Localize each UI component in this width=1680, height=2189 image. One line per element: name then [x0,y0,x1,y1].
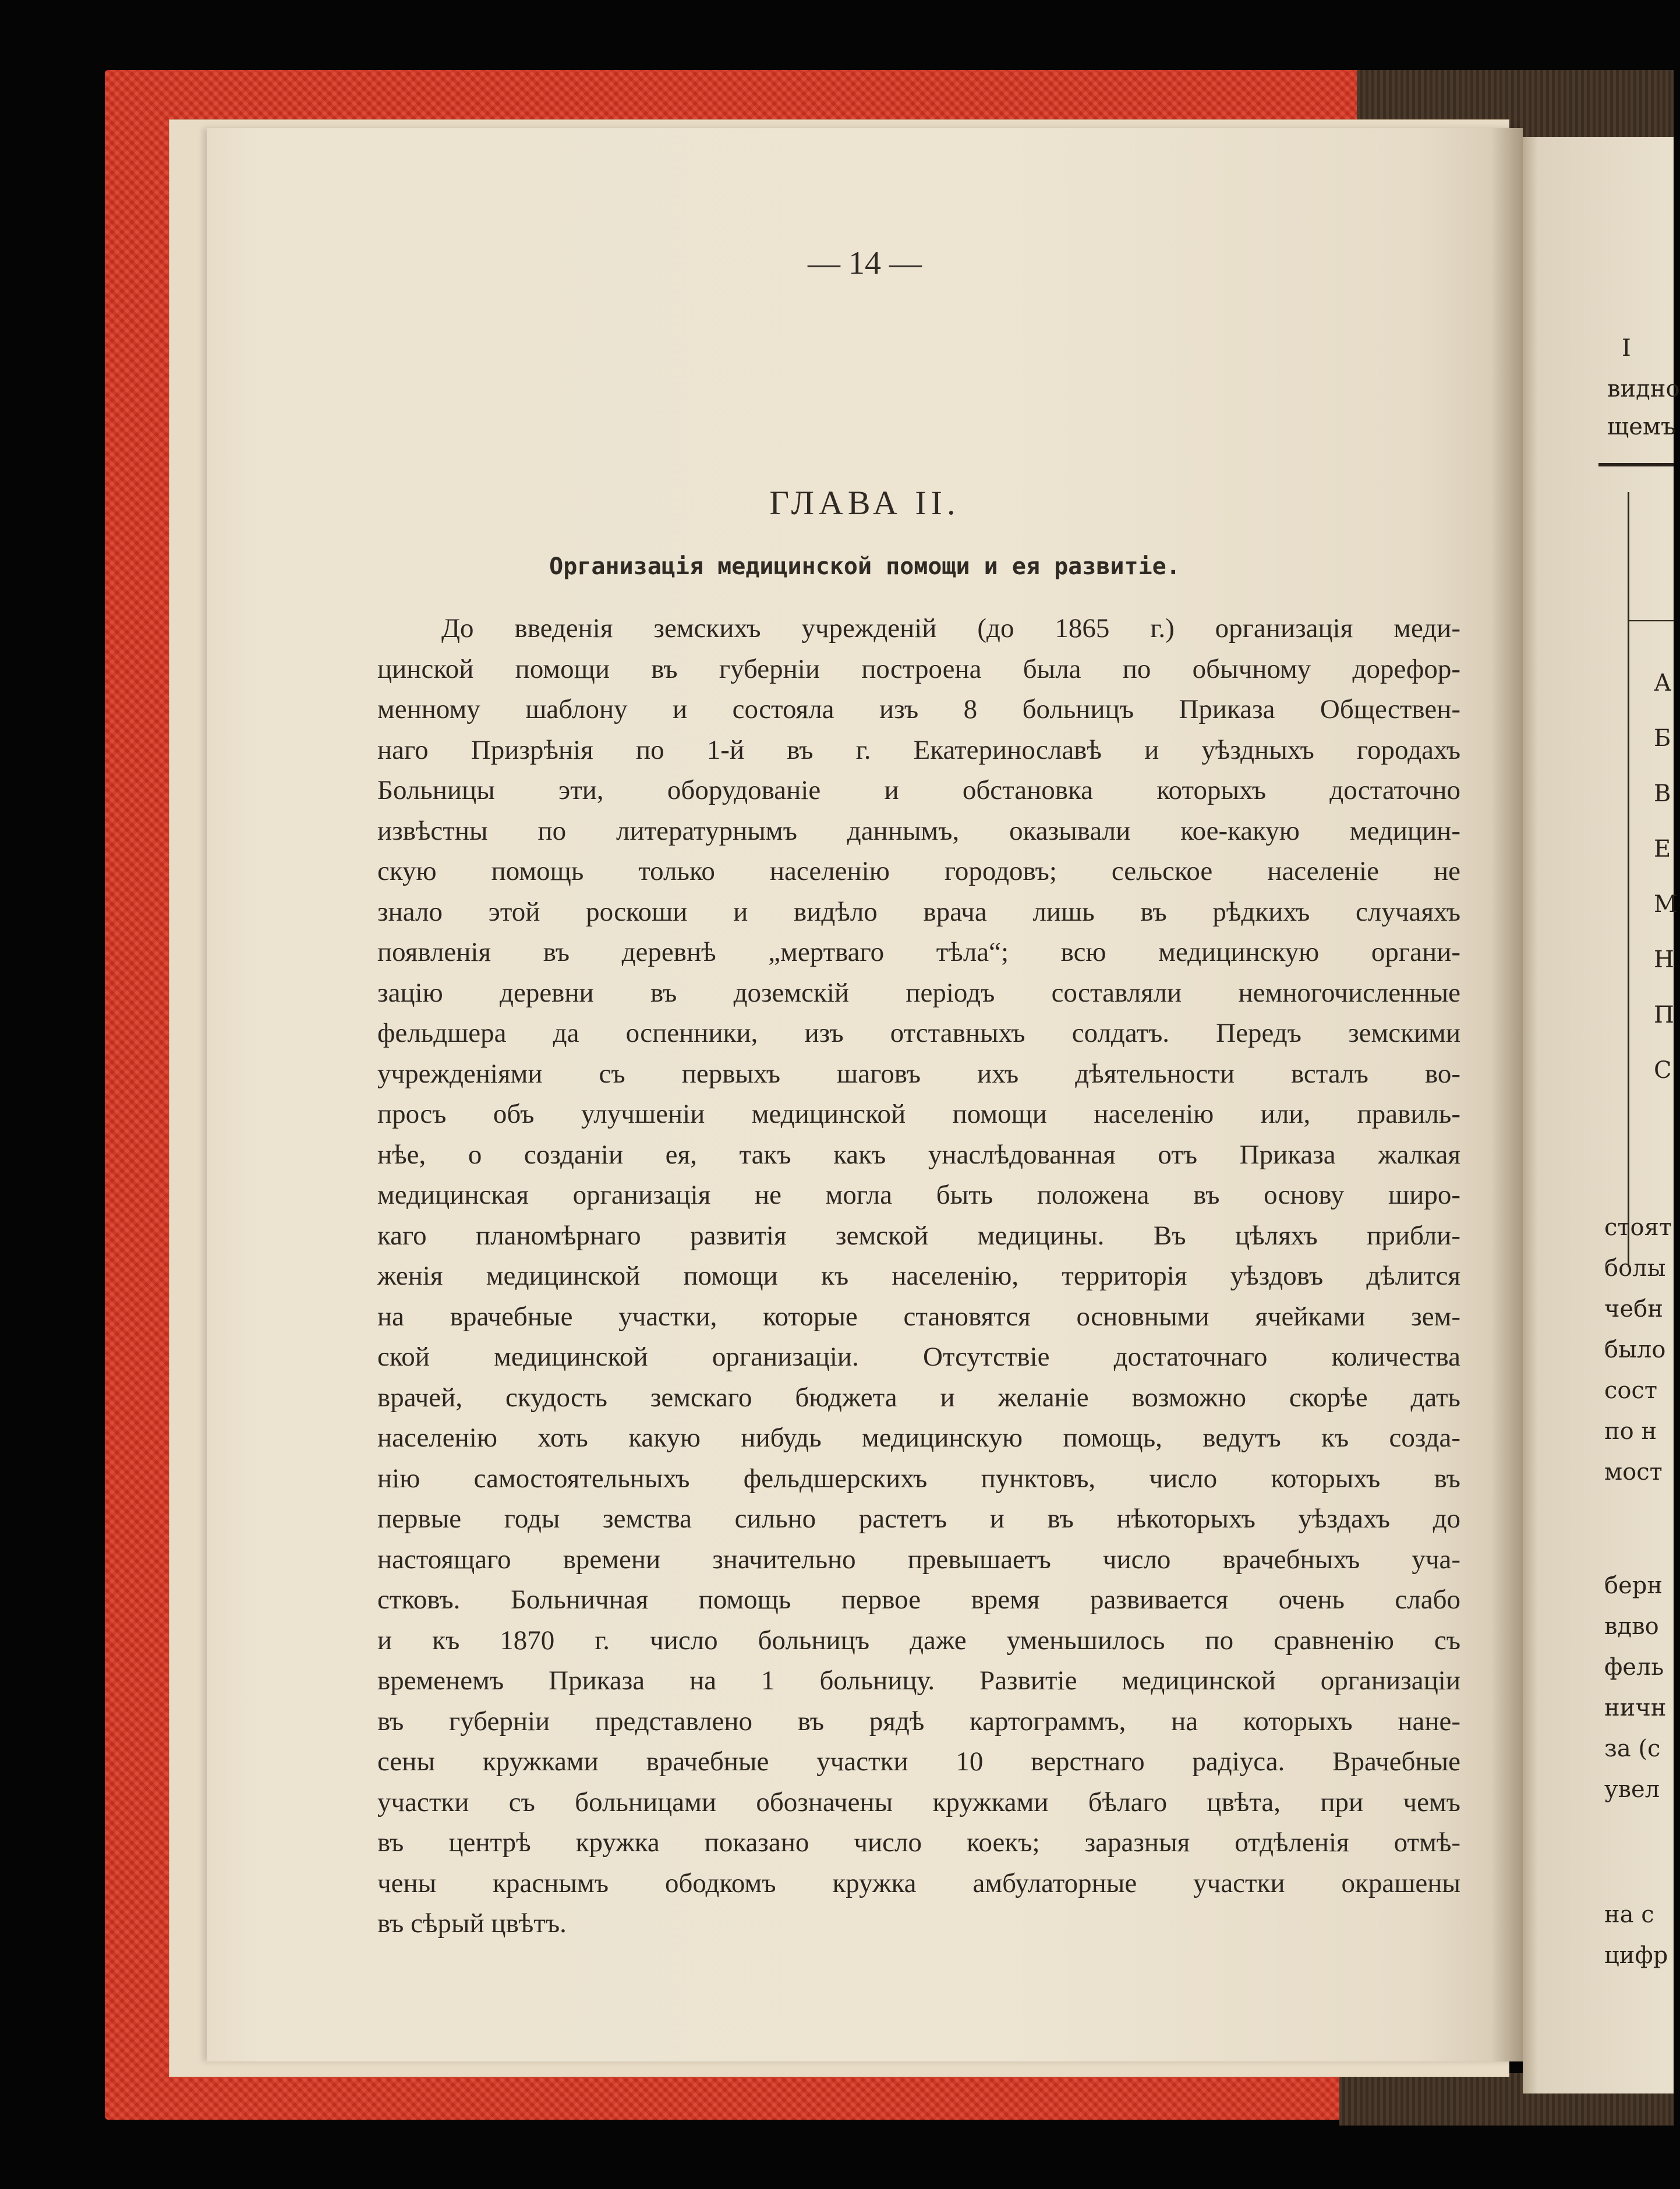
text-line: на врачебные участки, которые становятся основными ячейками зем- [377,1301,1460,1332]
text-line: врачей, скудость земскаго бюджета и желаніе возможно скорѣе дать [377,1382,1460,1413]
text-line: зацію деревни въ доземскій періодъ составляли немногочисленные [377,977,1460,1008]
table-cell: П [1654,1002,1674,1028]
text-line: нѣе, о созданіи ея, такъ какъ унаслѣдованная отъ Приказа жалкая [377,1139,1460,1170]
text-line: цинской помощи въ губерніи построена была по обычному дорефор- [377,653,1460,684]
facing-text: увел [1604,1776,1660,1803]
text-line: первые годы земства сильно растетъ и въ нѣкоторыхъ уѣздахъ до [377,1504,1460,1534]
chapter-title: ГЛАВА II. [769,484,960,522]
facing-text: на с [1604,1901,1654,1928]
facing-text: мост [1604,1459,1663,1486]
text-line: населенію хоть какую нибудь медицинскую помощь, ведутъ къ созда- [377,1423,1460,1453]
page-gutter [1491,128,1526,2061]
text-line: въ центрѣ кружка показано число коекъ; заразныя отдѣленія отмѣ- [377,1827,1460,1858]
facing-text: сост [1604,1377,1658,1404]
text-line: настоящаго времени значительно превышаетъ число врачебныхъ уча- [377,1544,1460,1575]
facing-text: берн [1604,1572,1663,1599]
table-top-rule [1598,463,1674,466]
text-line: фельдшера да оспенники, изъ отставныхъ солдатъ. Передъ земскими [377,1018,1460,1048]
table-cell: А [1654,670,1672,696]
body-text [377,609,1460,1944]
text-line: нію самостоятельныхъ фельдшерскихъ пунктовъ, число которыхъ въ [377,1463,1460,1494]
text-line: въ губерніи представлено въ рядѣ картограммъ, на которыхъ нане- [377,1706,1460,1737]
table-cell: Б [1654,725,1671,752]
text-line: медицинская организація не могла быть положена въ основу широ- [377,1180,1460,1210]
facing-page [1523,137,1680,2093]
table-cell: С [1654,1057,1672,1084]
facing-text: цифр [1604,1942,1668,1969]
text-line: До введенія земскихъ учрежденій (до 1865 г.) организація меди- [441,613,1460,643]
text-line: сены кружками врачебные участки 10 верстнаго радіуса. Врачебные [377,1746,1460,1777]
facing-text: I [1622,335,1631,362]
text-line: менному шаблону и состояла изъ 8 больницъ Приказа Обществен- [377,694,1460,724]
facing-text: видно [1607,376,1680,402]
text-line: наго Призрѣнія по 1-й въ г. Екатеринославѣ и уѣздныхъ городахъ [377,734,1460,765]
facing-text: за (с [1604,1735,1661,1762]
text-line: женія медицинской помощи къ населенію, территорія уѣздовъ дѣлится [377,1261,1460,1291]
text-line: участки съ больницами обозначены кружками бѣлаго цвѣта, при чемъ [377,1787,1460,1817]
facing-text: было [1604,1336,1666,1363]
facing-text: по н [1604,1418,1657,1445]
text-line: скую помощь только населенію городовъ; сельское населеніе не [377,856,1460,886]
text-line: Больницы эти, оборудованіе и обстановка которыхъ достаточно [377,775,1460,805]
table-cell: Н [1654,946,1674,973]
text-line: въ сѣрый цвѣтъ. [377,1908,567,1939]
table-cell: М [1654,891,1678,918]
text-line: чены краснымъ ободкомъ кружка амбулаторные участки окрашены [377,1868,1460,1898]
text-line: ской медицинской организаціи. Отсутствіе достаточнаго количества [377,1342,1460,1372]
section-title: Организація медицинской помощи и ея развитіе. [549,553,1180,580]
text-line: знало этой роскоши и видѣло врача лишь въ рѣдкихъ случаяхъ [377,896,1460,927]
text-line: просъ объ улучшеніи медицинской помощи населенію или, правиль- [377,1099,1460,1129]
text-line: временемъ Приказа на 1 больницу. Развитіе медицинской организаціи [377,1665,1460,1696]
text-line: стковъ. Больничная помощь первое время развивается очень слабо [377,1585,1460,1615]
table-cell: В [1654,780,1671,807]
facing-text: стоят [1604,1214,1672,1241]
text-line: извѣстны по литературнымъ даннымъ, оказывали кое-какую медицин- [377,815,1460,846]
facing-text: вдво [1604,1613,1659,1640]
text-line: и къ 1870 г. число больницъ даже уменьшилось по сравненію съ [377,1625,1460,1656]
table-cell: Е [1654,836,1671,862]
table-header-rule [1628,620,1674,621]
facing-text: фель [1604,1654,1664,1681]
text-line: учрежденіями съ первыхъ шаговъ ихъ дѣятельности всталъ во- [377,1058,1460,1089]
facing-text: ничн [1604,1695,1667,1721]
text-line: появленія въ деревнѣ „мертваго тѣла“; всю медицинскую органи- [377,937,1460,967]
page-number: — 14 — [808,245,922,281]
table-left-rule [1628,492,1629,1267]
facing-text: чебн [1604,1296,1663,1322]
facing-text: щемъ [1607,413,1676,440]
facing-text: болы [1604,1255,1666,1282]
text-line: каго планомѣрнаго развитія земской медицины. Въ цѣляхъ прибли- [377,1220,1460,1251]
